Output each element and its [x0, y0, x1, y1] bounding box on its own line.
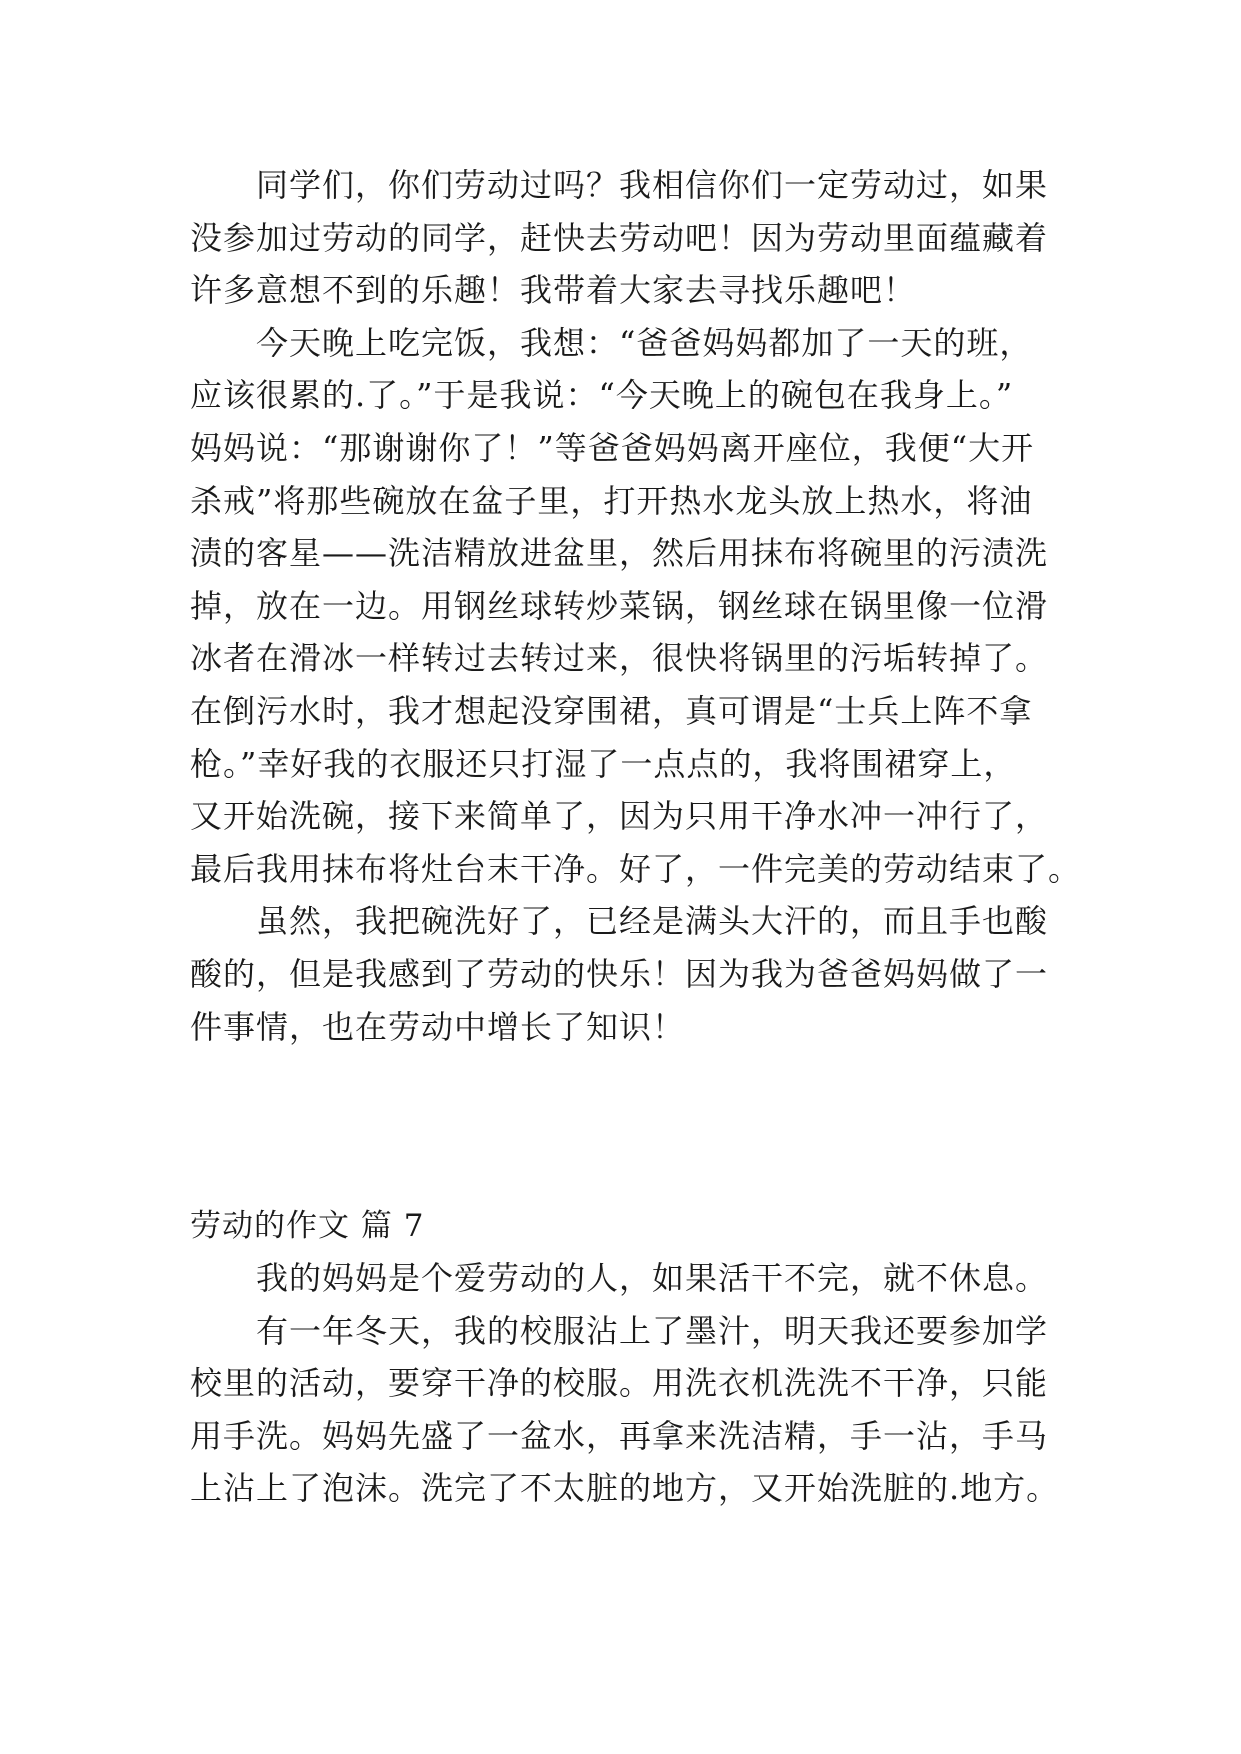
section-heading: 劳动的作文 篇 7	[190, 1208, 425, 1244]
paragraph-line: 上沾上了泡沫。洗完了不太脏的地方，又开始洗脏的.地方。	[190, 1469, 1060, 1508]
paragraph-line: 妈妈说：“那谢谢你了！”等爸爸妈妈离开座位，我便“大开	[190, 428, 1035, 467]
paragraph-line: 有一年冬天，我的校服沾上了墨汁，明天我还要参加学	[256, 1311, 1049, 1350]
paragraph-line: 掉，放在一边。用钢丝球转炒菜锅，钢丝球在锅里像一位滑	[190, 586, 1049, 625]
paragraph-line: 渍的客星——洗洁精放进盆里，然后用抹布将碗里的污渍洗	[190, 534, 1049, 573]
essay-section-2	[190, 1252, 1070, 1515]
paragraph-line: 最后我用抹布将灶台末干净。好了，一件完美的劳动结束了。	[190, 849, 1082, 888]
paragraph-line: 在倒污水时，我才想起没穿围裙，真可谓是“士兵上阵不拿	[190, 691, 1033, 730]
paragraph-line: 虽然，我把碗洗好了，已经是满头大汗的，而且手也酸	[256, 902, 1049, 941]
paragraph-line: 又开始洗碗，接下来简单了，因为只用干净水冲一冲行了，	[190, 797, 1049, 836]
paragraph-line: 应该很累的.了。”于是我说：“今天晚上的碗包在我身上。”	[190, 376, 1014, 415]
paragraph-line: 我的妈妈是个爱劳动的人，如果活干不完，就不休息。	[256, 1259, 1049, 1297]
paragraph-line: 没参加过劳动的同学，赶快去劳动吧！因为劳动里面蕴藏着	[190, 218, 1049, 257]
paragraph-line: 今天晚上吃完饭，我想：“爸爸妈妈都加了一天的班，	[256, 323, 1033, 362]
paragraph-line: 用手洗。妈妈先盛了一盆水，再拿来洗洁精，手一沾，手马	[190, 1416, 1049, 1455]
paragraph-line: 同学们，你们劳动过吗？我相信你们一定劳动过，如果	[256, 166, 1049, 204]
paragraph-line: 枪。”幸好我的衣服还只打湿了一点点的，我将围裙穿上，	[190, 744, 1017, 783]
paragraph-line: 冰者在滑冰一样转过去转过来，很快将锅里的污垢转掉了。	[190, 639, 1049, 678]
paragraph-line: 件事情，也在劳动中增长了知识！	[190, 1007, 686, 1046]
essay-section-1	[190, 159, 1082, 1053]
paragraph-line: 许多意想不到的乐趣！我带着大家去寻找乐趣吧！	[190, 271, 917, 310]
paragraph-line: 校里的活动，要穿干净的校服。用洗衣机洗洗不干净，只能	[190, 1364, 1049, 1403]
paragraph-line: 杀戒”将那些碗放在盆子里，打开热水龙头放上热水，将油	[190, 481, 1033, 520]
paragraph-line: 酸的，但是我感到了劳动的快乐！因为我为爸爸妈妈做了一	[190, 954, 1049, 993]
